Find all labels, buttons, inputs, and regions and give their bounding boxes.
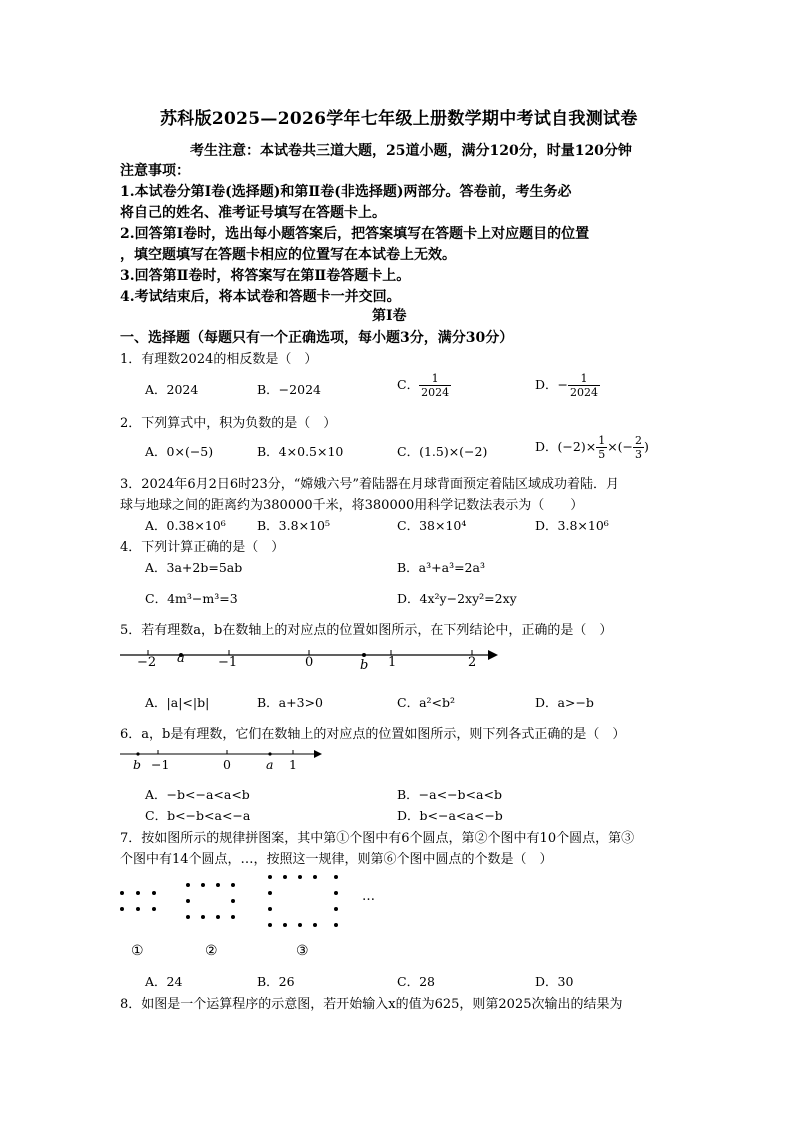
q1-option-d: D．− $\frac{1}{2024}$: [535, 372, 598, 399]
q3-option-a: A．0.38×10⁶: [145, 518, 226, 533]
note-line: 将自己的姓名、准考证号填写在答题卡上。: [120, 205, 386, 221]
q7-option-d: D．30: [535, 974, 574, 989]
question-7-stem: 个图中有14个圆点，…，按照这一规律，则第⑥个图中圆点的个数是（ ）: [120, 852, 553, 867]
q5-option-b: B．a+3>0: [257, 695, 323, 710]
q5-axis-label: 0: [305, 655, 314, 670]
q7-option-b: B．26: [257, 974, 295, 989]
part-title: 第Ⅰ卷: [372, 308, 407, 324]
q7-figure-label: ②: [205, 943, 218, 959]
q6-option-d: D．b<−a<a<−b: [397, 808, 503, 823]
section-heading: 一、选择题（每题只有一个正确选项，每小题3分，满分30分）: [120, 330, 514, 346]
q7-option-c: C．28: [397, 974, 435, 989]
q2-option-b: B．4×0.5×10: [257, 444, 344, 459]
question-8-stem: 8．如图是一个运算程序的示意图，若开始输入x的值为625，则第2025次输出的结果为: [120, 997, 623, 1012]
q7-figure-label: ③: [296, 943, 309, 959]
note-line: 3.回答第Ⅱ卷时，将答案写在第Ⅱ卷答题卡上。: [120, 268, 411, 284]
question-7-stem: 7．按如图所示的规律拼图案，其中第①个图中有6个圆点，第②个图中有10个圆点，第③: [120, 831, 635, 846]
q6-axis-label: b: [133, 757, 142, 772]
note-line: 1.本试卷分第Ⅰ卷(选择题)和第Ⅱ卷(非选择题)两部分。答卷前，考生务必: [120, 184, 572, 200]
q6-axis-label: −1: [151, 757, 170, 772]
q5-axis-label: b: [360, 658, 369, 673]
q4-option-d: D．4x²y−2xy²=2xy: [397, 591, 517, 606]
q5-option-d: D．a>−b: [535, 695, 594, 710]
note-line: ，填空题填写在答题卡相应的位置写在本试卷上无效。: [120, 247, 456, 263]
question-3-stem: 3．2024年6月2日6时23分，“嫦娥六号”着陆器在月球背面预定着陆区域成功着陆．月: [120, 477, 620, 492]
q6-option-b: B．−a<−b<a<b: [397, 787, 502, 802]
q7-option-a: A．24: [145, 974, 183, 989]
note-line: 4.考试结束后，将本试卷和答题卡一并交回。: [120, 289, 401, 305]
q6-option-c: C．b<−b<a<−a: [145, 808, 251, 823]
q5-axis-label: a: [177, 651, 185, 666]
q5-axis-label: 2: [468, 655, 477, 670]
q3-option-b: B．3.8×10⁵: [257, 518, 330, 533]
q3-option-c: C．38×10⁴: [397, 518, 467, 533]
q5-option-c: C．a²<b²: [397, 695, 456, 710]
q1-option-b: B．−2024: [257, 382, 321, 397]
q6-axis-label: 1: [289, 757, 297, 772]
q5-axis-label: −1: [218, 655, 238, 670]
q6-axis-label: a: [266, 757, 274, 772]
q5-axis-label: −2: [137, 655, 157, 670]
q7-ellipsis: …: [362, 889, 375, 904]
q2-option-a: A．0×(−5): [145, 444, 214, 459]
q1-option-c: C． $\frac{1}{2024}$: [397, 372, 450, 399]
question-2-stem: 2．下列算式中，积为负数的是（ ）: [120, 416, 337, 431]
exam-title: 苏科版2025—2026学年七年级上册数学期中考试自我测试卷: [160, 109, 638, 129]
question-5-stem: 5．若有理数a，b在数轴上的对应点的位置如图所示，在下列结论中，正确的是（ ）: [120, 623, 613, 638]
q3-option-d: D．3.8×10⁶: [535, 518, 609, 533]
q5-option-a: A．|a|<|b|: [145, 695, 210, 710]
q2-option-d: D．(−2)× $\frac{1}{5}$ ×(− $\frac{2}{3}$ ): [535, 434, 649, 461]
question-6-stem: 6．a，b是有理数，它们在数轴上的对应点的位置如图所示，则下列各式正确的是（ ）: [120, 727, 626, 742]
q7-figure-label: ①: [131, 943, 144, 959]
q1-option-a: A．2024: [145, 382, 199, 397]
q6-axis-label: 0: [223, 757, 231, 772]
q2-option-c: C．(1.5)×(−2): [397, 444, 488, 459]
q4-option-c: C．4m³−m³=3: [145, 591, 238, 606]
question-1-stem: 1．有理数2024的相反数是（ ）: [120, 352, 318, 367]
question-4-stem: 4．下列计算正确的是（ ）: [120, 540, 285, 555]
question-3-stem: 球与地球之间的距离约为380000千米，将380000用科学记数法表示为（ ）: [120, 498, 584, 513]
exam-notice: 考生注意：本试卷共三道大题，25道小题，满分120分，时量120分钟: [190, 143, 632, 159]
q5-axis-label: 1: [388, 655, 397, 670]
q4-option-a: A．3a+2b=5ab: [145, 560, 243, 575]
q4-option-b: B．a³+a³=2a³: [397, 560, 485, 575]
notes-heading: 注意事项：: [120, 163, 190, 179]
note-line: 2.回答第Ⅰ卷时，选出每小题答案后，把答案填写在答题卡上对应题目的位置: [120, 226, 590, 242]
q6-option-a: A．−b<−a<a<b: [145, 787, 250, 802]
